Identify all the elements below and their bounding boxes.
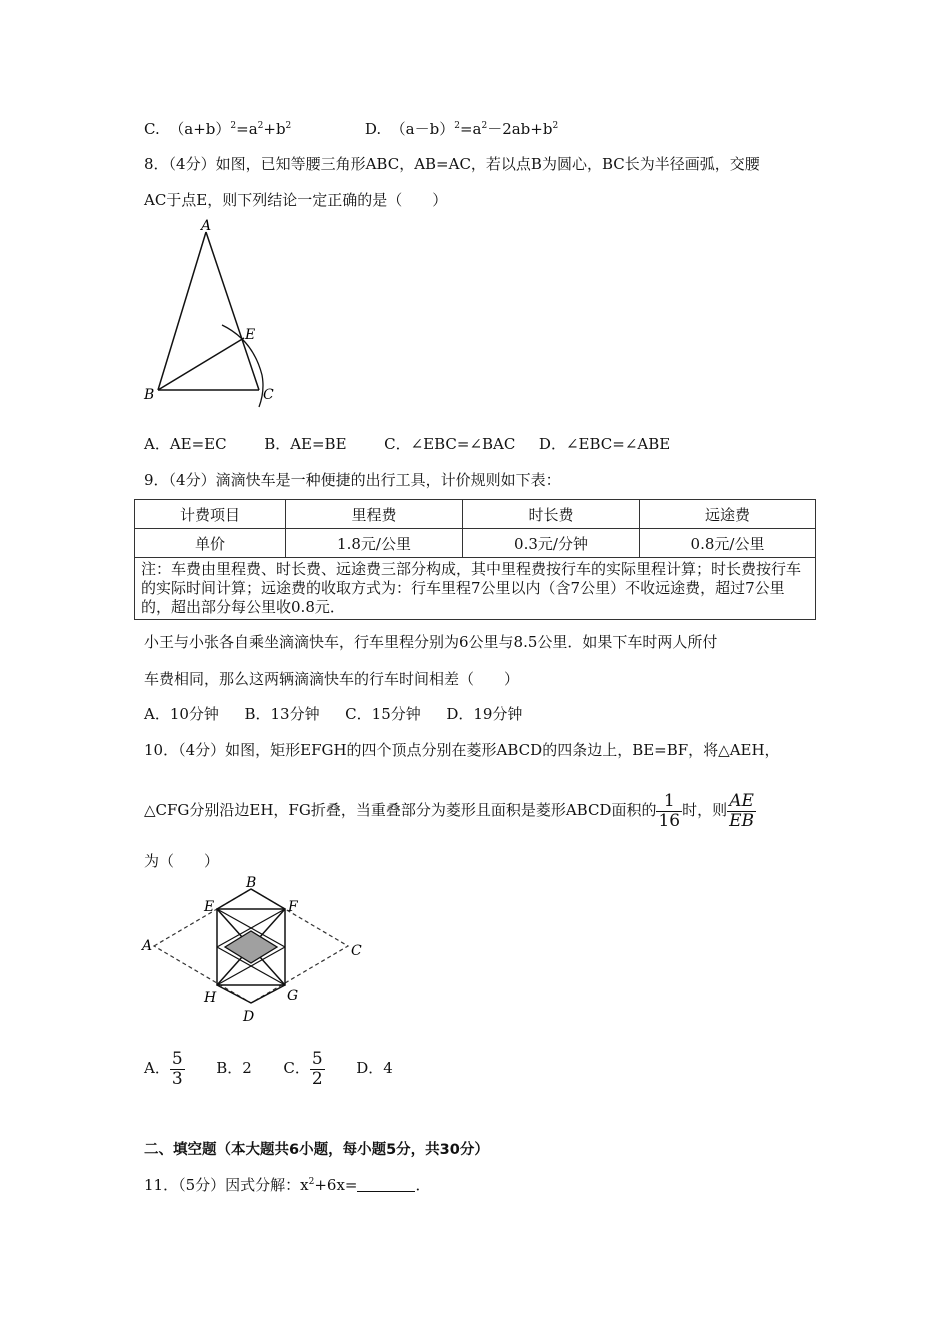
q8-label-c: C (263, 387, 274, 403)
q8-option-c: C．∠EBC=∠BAC (384, 435, 516, 453)
q10-option-c: C． $\frac{5}{2}$ (283, 1048, 323, 1089)
q8-label-b: B (144, 387, 155, 403)
q9-option-c: C．15分钟 (345, 705, 421, 723)
q9-option-d: D．19分钟 (446, 705, 523, 723)
table-header-row (135, 500, 816, 529)
q10-options (144, 1046, 393, 1090)
fraction-ae-over-eb: $\frac{AE}{EB}$ (729, 790, 755, 831)
q10-label-a: A (142, 938, 153, 954)
q7-option-c: C. $(a+b)^2=a^2+b^2$ (144, 120, 292, 138)
table-cell: 单价 (135, 529, 286, 558)
table-header-cell: 里程费 (286, 500, 463, 529)
table-cell: 0.3元/分钟 (463, 529, 640, 558)
table-cell: 1.8元/公里 (286, 529, 463, 558)
table-header-cell: 远途费 (640, 500, 816, 529)
q8-option-a: A．AE=EC (144, 435, 227, 453)
table-header-cell: 计费项目 (135, 500, 286, 529)
q10-label-e: E (204, 899, 215, 915)
q10-option-d: D．4 (356, 1059, 393, 1077)
q10-stem-line3: 为（ ） (144, 852, 220, 870)
q10-stem-line2: △CFG分别沿边EH，FG折叠，当重叠部分为菱形且面积是菱形ABCD面积的 $\frac{1}{16}$ 时，则 $\frac{AE}{EB}$ (144, 790, 755, 831)
q10-label-b: B (246, 876, 257, 891)
q8-option-d: D．∠EBC=∠ABE (538, 435, 671, 453)
q10-label-f: F (288, 899, 298, 915)
q10-label-d: D (243, 1009, 255, 1025)
table-cell: 0.8元/公里 (640, 529, 816, 558)
q9-option-b: B．13分钟 (244, 705, 320, 723)
q8-triangle-figure (138, 215, 288, 410)
q8-options (144, 434, 670, 454)
table-note: 注：车费由里程费、时长费、远途费三部分构成，其中里程费按行车的实际里程计算；时长费按行车的实际时间计算；远途费的收取方式为：行车里程7公里以内（含7公里）不收远途费，超过7公里的，超出部分每公里收0.8元． (135, 558, 816, 620)
q10-option-a: A． $\frac{5}{3}$ (144, 1048, 183, 1089)
q10-overlap-rhombus (225, 931, 277, 963)
q8-stem-line1: 8．（4分）如图，已知等腰三角形ABC，AB=AC，若以点B为圆心，BC长为半径画弧，交腰 (144, 155, 760, 173)
q8-side-ac (206, 232, 259, 390)
q9-options (144, 704, 522, 724)
q9-option-a: A．10分钟 (144, 705, 219, 723)
q10-label-g: G (287, 988, 299, 1004)
q8-side-ab (158, 232, 206, 390)
q8-arc (222, 325, 263, 407)
q7-options (144, 119, 558, 139)
q9-stem-line3: 车费相同，那么这两辆滴滴快车的行车时间相差（ ） (144, 670, 520, 688)
table-row (135, 529, 816, 558)
q11-answer-blank[interactable] (357, 1177, 415, 1192)
table-header-cell: 时长费 (463, 500, 640, 529)
table-note-row (135, 558, 816, 620)
section-2-title: 二、填空题（本大题共6小题，每小题5分，共30分） (144, 1142, 489, 1158)
q10-rhombus-figure (138, 876, 368, 1028)
q8-label-e: E (245, 327, 256, 343)
q8-label-a: A (201, 218, 212, 234)
q9-stem-line2: 小王与小张各自乘坐滴滴快车，行车里程分别为6公里与8.5公里．如果下车时两人所付 (144, 633, 718, 651)
q9-fee-table (134, 499, 816, 620)
q10-label-h: H (204, 990, 217, 1006)
q8-option-b: B．AE=BE (264, 435, 347, 453)
q7-option-d: D. $(a-b)^2=a^2-2ab+b^2$ (364, 120, 559, 138)
q10-option-b: B．2 (216, 1059, 252, 1077)
fraction-one-sixteenth: $\frac{1}{16}$ (658, 790, 681, 831)
q10-stem-line1: 10．（4分）如图，矩形EFGH的四个顶点分别在菱形ABCD的四条边上，BE=BF，将△AEH， (144, 741, 780, 759)
q10-label-c: C (351, 943, 362, 959)
q9-stem-line1: 9．（4分）滴滴快车是一种便捷的出行工具，计价规则如下表： (144, 471, 561, 489)
q11-stem: 11．（5分）因式分解：$x^2+6x=$ ． (144, 1176, 431, 1194)
q8-stem-line2: AC于点E，则下列结论一定正确的是（ ） (144, 191, 448, 209)
